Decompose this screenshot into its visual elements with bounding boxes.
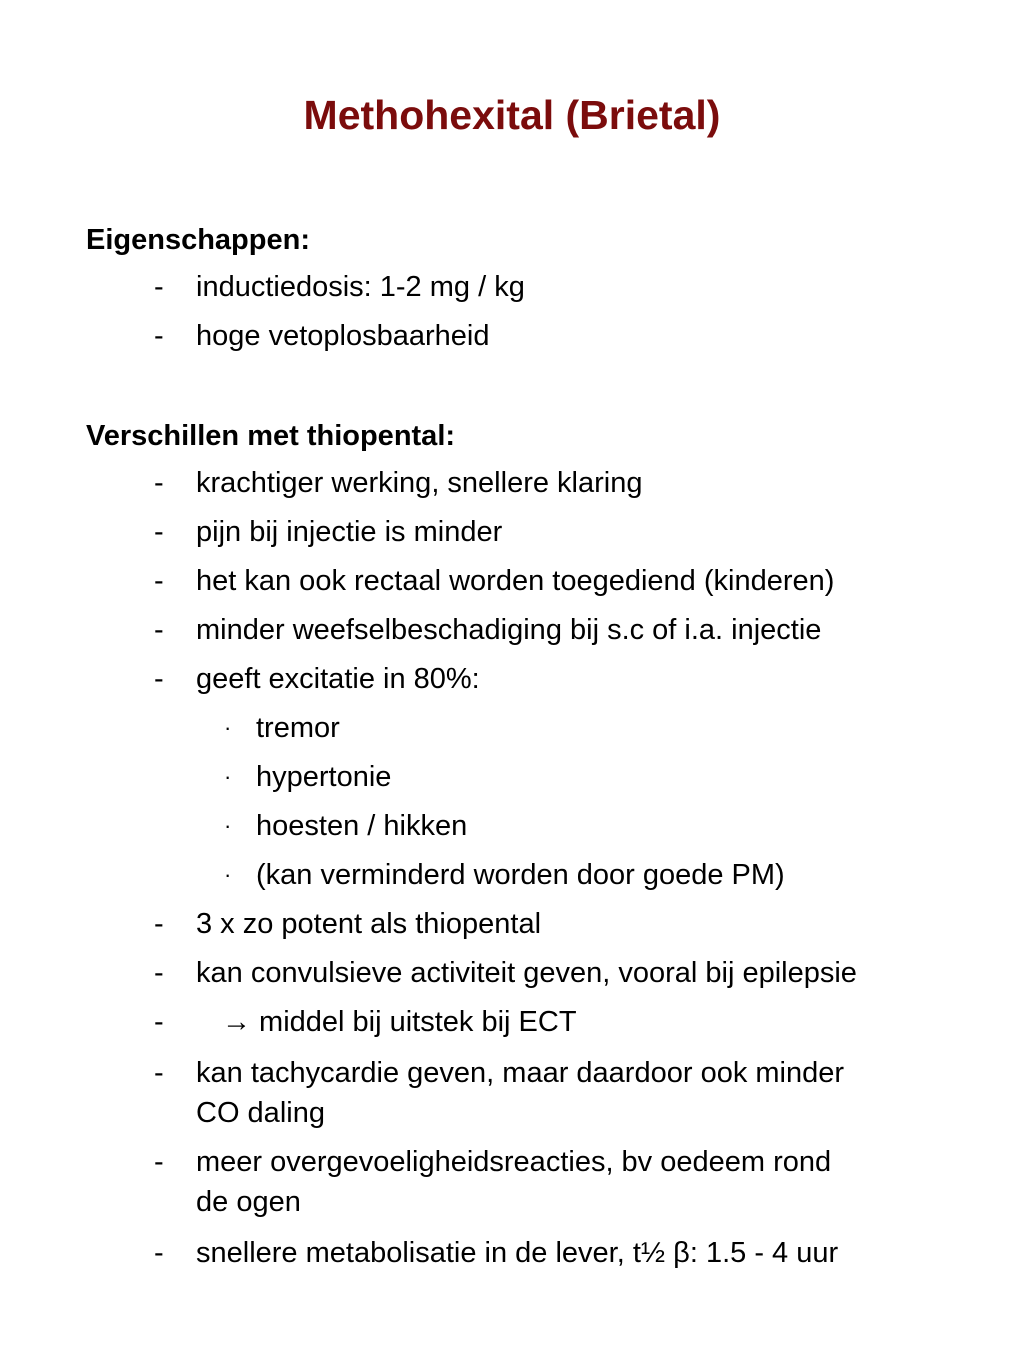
list-item: geeft excitatie in 80%:: [196, 663, 480, 695]
list-item: pijn bij injectie is minder: [196, 516, 503, 548]
list-item: hoge vetoplosbaarheid: [196, 320, 490, 352]
slide-title: Methohexital (Brietal): [303, 92, 721, 138]
list-item-continuation: CO daling: [196, 1097, 325, 1129]
list-item-continuation: de ogen: [196, 1186, 301, 1218]
dash-bullet: -: [154, 1146, 164, 1178]
dash-bullet: -: [154, 957, 164, 989]
list-item: inductiedosis: 1-2 mg / kg: [196, 271, 525, 303]
list-item: kan tachycardie geven, maar daardoor ook minder: [196, 1057, 845, 1089]
dash-bullet: -: [154, 467, 164, 499]
dash-bullet: -: [154, 516, 164, 548]
dash-bullet: -: [154, 663, 164, 695]
dash-bullet: -: [154, 1237, 164, 1269]
dash-bullet: -: [154, 1057, 164, 1089]
list-item: het kan ook rectaal worden toegediend (kinderen): [196, 565, 835, 597]
list-item: → middel bij uitstek bij ECT: [222, 1006, 577, 1038]
dot-bullet: ·: [224, 862, 232, 887]
dash-bullet: -: [154, 614, 164, 646]
dash-bullet: -: [154, 565, 164, 597]
dash-bullet: -: [154, 320, 164, 352]
list-item: 3 x zo potent als thiopental: [196, 908, 542, 940]
dash-bullet: -: [154, 1006, 164, 1038]
sub-list-item: hypertonie: [256, 761, 392, 793]
dash-bullet: -: [154, 908, 164, 940]
dot-bullet: ·: [224, 764, 232, 789]
dash-bullet: -: [154, 271, 164, 303]
list-item: krachtiger werking, snellere klaring: [196, 467, 643, 499]
list-item: snellere metabolisatie in de lever, t½ β: 1.5 - 4 uur: [196, 1237, 839, 1269]
sub-list-item: tremor: [256, 712, 340, 744]
section-heading-verschillen: Verschillen met thiopental:: [86, 420, 456, 452]
dot-bullet: ·: [224, 715, 232, 740]
list-item: meer overgevoeligheidsreacties, bv oedeem rond: [196, 1146, 832, 1178]
sub-list-item: (kan verminderd worden door goede PM): [256, 859, 785, 891]
dot-bullet: ·: [224, 813, 232, 838]
list-item: minder weefselbeschadiging bij s.c of i.a. injectie: [196, 614, 822, 646]
section-heading-eigenschappen: Eigenschappen:: [86, 224, 310, 256]
list-item: kan convulsieve activiteit geven, vooral bij epilepsie: [196, 957, 857, 989]
sub-list-item: hoesten / hikken: [256, 810, 468, 842]
